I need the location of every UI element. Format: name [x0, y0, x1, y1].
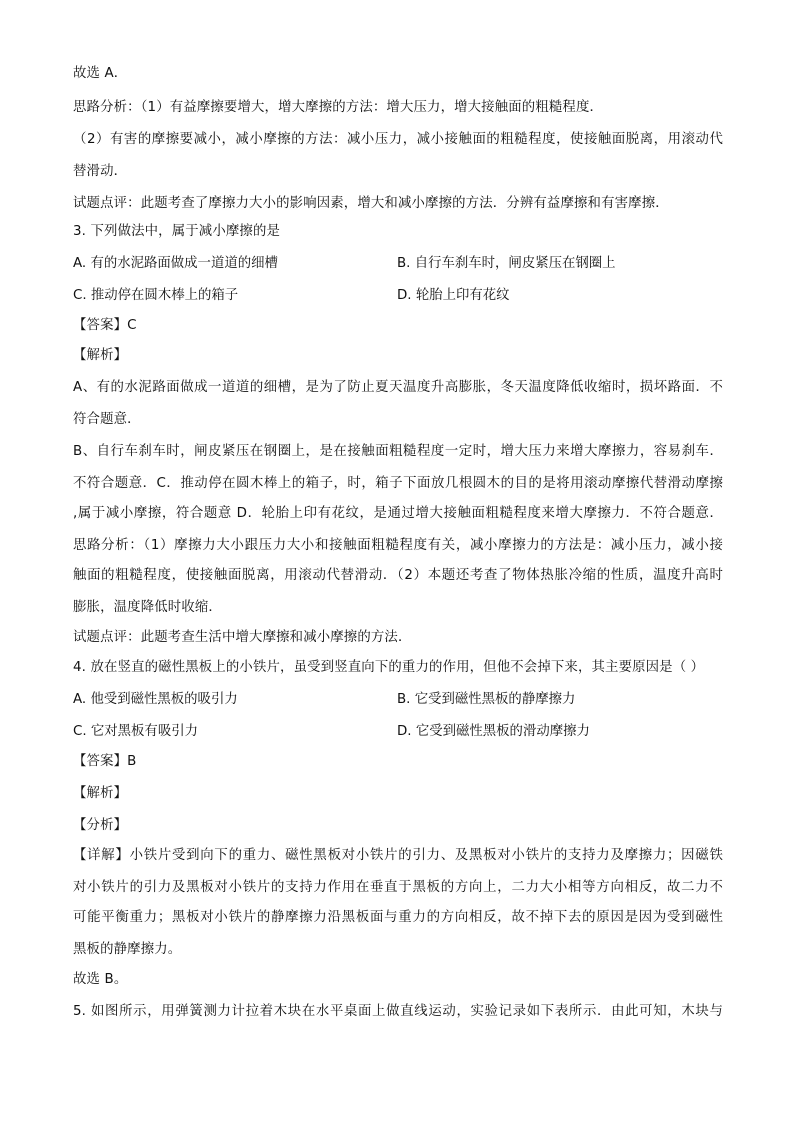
q4-detail-line: 黑板的静摩擦力。: [73, 942, 182, 957]
q4-analysis-heading: 【分析】: [73, 818, 128, 833]
question-4-stem: 4. 放在竖直的磁性黑板上的小铁片，虽受到竖直向下的重力的作用，但他不会掉下来，其主要原因是（ ）: [73, 660, 705, 675]
text-line-analysis-3: 替滑动．: [73, 164, 128, 179]
q3-comment: 试题点评：此题考查生活中增大摩擦和减小摩擦的方法．: [73, 630, 412, 645]
question-5-stem: 5. 如图所示，用弹簧测力计拉着木块在水平桌面上做直线运动，实验记录如下表所示．由此可知，木块与: [73, 1004, 723, 1019]
q3-option-c: C. 推动停在圆木棒上的箱子: [73, 288, 239, 303]
q4-option-c: C. 它对黑板有吸引力: [73, 724, 198, 739]
q3-explanation-line: ,属于减小摩擦，符合题意 D．轮胎上印有花纹，是通过增大接触面粗糙程度来增大摩擦力．不符合题意．: [73, 506, 723, 521]
q4-detail-line: 可能平衡重力；黑板对小铁片的静摩擦力沿黑板面与重力的方向相反，故不掉下去的原因是因为受到磁性: [73, 910, 723, 925]
q3-option-b: B. 自行车刹车时，闸皮紧压在钢圈上: [397, 256, 616, 271]
text-line-answer-a: 故选 A．: [73, 66, 128, 81]
q4-explanation-heading: 【解析】: [73, 786, 128, 801]
q3-option-a: A. 有的水泥路面做成一道道的细槽: [73, 256, 278, 271]
question-3-stem: 3. 下列做法中，属于减小摩擦的是: [73, 224, 281, 239]
q3-explanation-heading: 【解析】: [73, 348, 128, 363]
q3-explanation-line: B、自行车刹车时，闸皮紧压在钢圈上，是在接触面粗糙程度一定时，增大压力来增大摩擦力，容易刹车．: [73, 444, 723, 459]
q3-explanation-line: 不符合题意．C．推动停在圆木棒上的箱子，时，箱子下面放几根圆木的目的是将用滚动摩擦代替滑动摩擦: [73, 476, 723, 491]
q3-analysis-line: 思路分析：（1）摩擦力大小跟压力大小和接触面粗糙程度有关，减小摩擦力的方法是：减小压力，减小接: [73, 538, 723, 553]
q4-answer: 【答案】B: [73, 754, 137, 769]
q4-option-d: D. 它受到磁性黑板的滑动摩擦力: [397, 724, 590, 739]
q4-option-a: A. 他受到磁性黑板的吸引力: [73, 692, 238, 707]
q3-answer: 【答案】C: [73, 318, 137, 333]
q4-detail-line: 对小铁片的引力及黑板对小铁片的支持力作用在垂直于黑板的方向上，二力大小相等方向相反，故二力不: [73, 880, 723, 895]
q3-option-d: D. 轮胎上印有花纹: [397, 288, 510, 303]
text-line-analysis: 思路分析：（1）有益摩擦要增大，增大摩擦的方法：增大压力，增大接触面的粗糙程度．: [73, 100, 604, 115]
q4-option-b: B. 它受到磁性黑板的静摩擦力: [397, 692, 576, 707]
text-line-comment: 试题点评：此题考查了摩擦力大小的影响因素，增大和减小摩擦的方法．分辨有益摩擦和有害摩擦．: [73, 196, 669, 211]
q4-detail-line: 【详解】小铁片受到向下的重力、磁性黑板对小铁片的引力、及黑板对小铁片的支持力及摩擦力；因磁铁: [73, 848, 723, 863]
q3-explanation-line: A、有的水泥路面做成一道道的细槽，是为了防止夏天温度升高膨胀，冬天温度降低收缩时，损坏路面．不: [73, 380, 723, 395]
q3-analysis-line: 触面的粗糙程度，使接触面脱离，用滚动代替滑动．（2）本题还考查了物体热胀冷缩的性质，温度升高时: [73, 568, 723, 583]
text-line-analysis-2: （2）有害的摩擦要减小，减小摩擦的方法：减小压力，减小接触面的粗糙程度，使接触面脱离，用滚动代: [73, 132, 723, 147]
q4-choice: 故选 B。: [73, 972, 128, 987]
q3-explanation-line: 符合题意．: [73, 412, 141, 427]
q3-analysis-line: 膨胀，温度降低时收缩．: [73, 600, 222, 615]
